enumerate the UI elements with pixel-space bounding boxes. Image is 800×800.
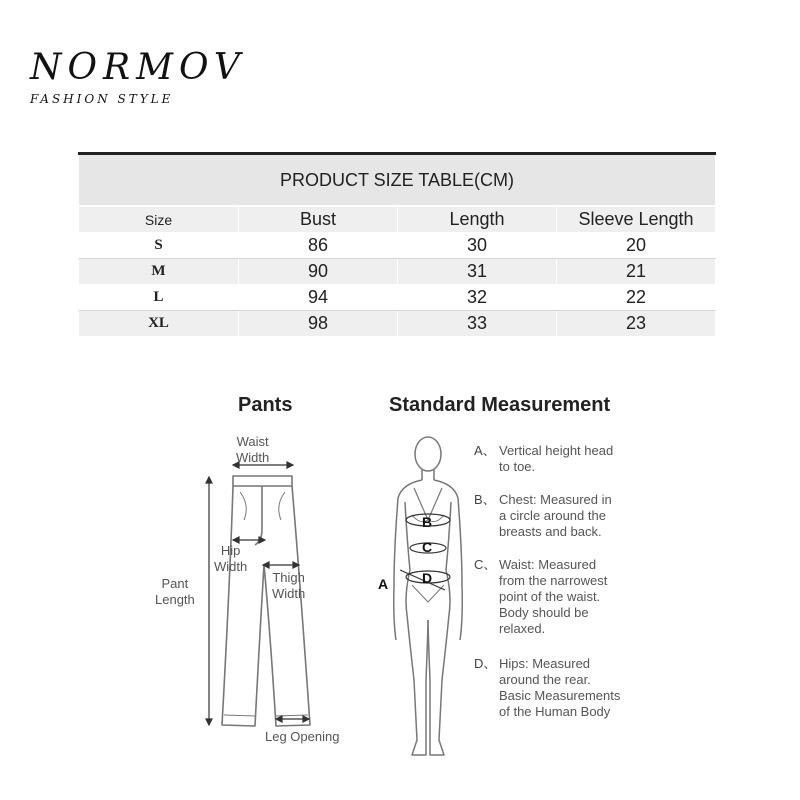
header-size: Size bbox=[79, 206, 239, 233]
definition-text: Chest: Measured in a circle around the breasts and back. bbox=[499, 492, 612, 539]
sleeve-length-cell: 20 bbox=[557, 233, 716, 259]
table-row bbox=[79, 259, 716, 285]
letter-b: B bbox=[422, 514, 433, 530]
waist-width-label: Waist Width bbox=[236, 434, 270, 465]
letter-c: C bbox=[422, 539, 433, 555]
definition-key: A、 bbox=[474, 443, 496, 458]
size-cell: S bbox=[79, 233, 239, 259]
brand-logo bbox=[30, 47, 246, 106]
bust-cell: 94 bbox=[239, 285, 398, 311]
bust-cell: 86 bbox=[239, 233, 398, 259]
pants-heading: Pants bbox=[238, 394, 293, 416]
thigh-width-label: Thigh Width bbox=[272, 570, 306, 601]
definition-d bbox=[474, 656, 621, 719]
measurement-diagram bbox=[0, 380, 800, 800]
definition-c bbox=[474, 557, 608, 636]
header-length: Length bbox=[398, 206, 557, 233]
size-cell: XL bbox=[79, 311, 239, 337]
letter-a: A bbox=[378, 576, 389, 592]
body-figure bbox=[394, 437, 463, 755]
definition-key: C、 bbox=[474, 557, 497, 572]
table-row bbox=[79, 233, 716, 259]
size-table-header-row bbox=[79, 206, 716, 233]
length-cell: 30 bbox=[398, 233, 557, 259]
standard-measurement-heading: Standard Measurement bbox=[389, 394, 611, 416]
definition-key: D、 bbox=[474, 656, 497, 671]
bust-cell: 98 bbox=[239, 311, 398, 337]
definition-text: Waist: Measured from the narrowest point of the waist. Body should be relaxed. bbox=[499, 557, 608, 636]
diagram-drawing bbox=[0, 380, 800, 800]
sleeve-length-cell: 23 bbox=[557, 311, 716, 337]
length-cell: 32 bbox=[398, 285, 557, 311]
definition-b bbox=[474, 492, 612, 539]
size-table-title: PRODUCT SIZE TABLE(CM) bbox=[79, 154, 716, 207]
definition-key: B、 bbox=[474, 492, 496, 507]
header-bust: Bust bbox=[239, 206, 398, 233]
definition-text: Hips: Measured around the rear. Basic Measurements of the Human Body bbox=[499, 656, 621, 719]
definition-a bbox=[474, 443, 614, 474]
length-cell: 31 bbox=[398, 259, 557, 285]
leg-opening-label: Leg Opening bbox=[265, 729, 340, 744]
size-table bbox=[78, 152, 716, 337]
brand-tagline: FASHION STYLE bbox=[30, 92, 174, 106]
pant-length-label: Pant Length bbox=[155, 576, 195, 607]
bust-cell: 90 bbox=[239, 259, 398, 285]
sleeve-length-cell: 21 bbox=[557, 259, 716, 285]
brand-name: NORMOV bbox=[30, 47, 246, 88]
sleeve-length-cell: 22 bbox=[557, 285, 716, 311]
hip-width-label: Hip Width bbox=[214, 543, 248, 574]
size-cell: M bbox=[79, 259, 239, 285]
header-sleeve-length: Sleeve Length bbox=[557, 206, 716, 233]
definition-text: Vertical height head to toe. bbox=[499, 443, 614, 474]
table-row bbox=[79, 311, 716, 337]
size-cell: L bbox=[79, 285, 239, 311]
length-cell: 33 bbox=[398, 311, 557, 337]
table-row bbox=[79, 285, 716, 311]
letter-d: D bbox=[422, 570, 433, 586]
